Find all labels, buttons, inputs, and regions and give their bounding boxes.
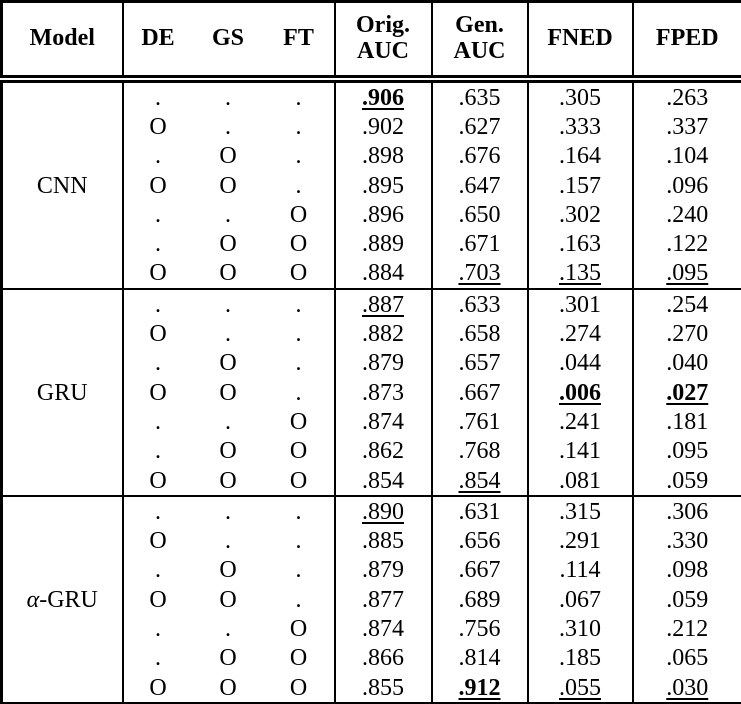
flag-cell-ft: . (264, 526, 335, 555)
value-cell-fned: .163 (528, 229, 633, 258)
value-cell-fped: .065 (666, 645, 709, 672)
flag-cell-de: O (149, 586, 167, 613)
flag-cell-gs: O (193, 673, 264, 704)
value-cell-fped: .122 (666, 231, 709, 258)
model-cell (2, 289, 123, 496)
flag-cell-de: . (155, 231, 161, 258)
value-cell-fped: .095 (666, 438, 709, 465)
value-cell-gen-auc: .658 (432, 319, 528, 348)
value-cell-orig-auc: .879 (335, 349, 432, 378)
value-cell-gen-auc: .689 (432, 585, 528, 614)
value-cell-fped: .212 (666, 615, 709, 642)
header-orig-auc (335, 2, 432, 80)
flag-cell-de: . (155, 291, 161, 318)
model-label: -GRU (39, 586, 98, 613)
value-cell-orig-auc: .862 (335, 437, 432, 466)
flag-cell-de: O (149, 379, 167, 406)
flag-cell-de: . (155, 498, 161, 525)
header-model: Model (2, 2, 123, 80)
value-cell-fped: .330 (666, 528, 709, 555)
value-cell-gen-auc: .667 (432, 378, 528, 407)
value-cell-gen-auc: .656 (432, 526, 528, 555)
flag-cell-gs: O (219, 350, 237, 377)
value-cell-orig-auc: .874 (335, 614, 432, 643)
flag-cell-ft: O (264, 644, 335, 673)
value-cell-fped: .104 (666, 143, 709, 170)
value-cell-fped: .181 (666, 408, 709, 435)
table-row (2, 496, 741, 526)
flag-cell-de: O (123, 466, 193, 496)
value-cell-fped: .240 (666, 201, 709, 228)
value-cell-fped: .270 (666, 321, 709, 348)
value-cell-gen-auc: .627 (432, 112, 528, 141)
flag-cell-ft: . (264, 349, 335, 378)
value-cell-fped: .040 (666, 350, 709, 377)
value-cell-orig-auc: .889 (335, 229, 432, 258)
value-cell-gen-auc: .761 (432, 407, 528, 436)
model-greek-prefix: α (26, 586, 40, 613)
value-cell-fned: .157 (528, 171, 633, 200)
flag-cell-de: O (123, 673, 193, 704)
flag-cell-ft: O (264, 614, 335, 643)
flag-cell-gs: O (219, 379, 237, 406)
flag-cell-gs: . (225, 615, 231, 642)
value-cell-fned: .141 (528, 437, 633, 466)
flag-cell-de: . (155, 143, 161, 170)
value-cell-gen-auc: .667 (432, 556, 528, 585)
value-cell-orig-auc: .874 (335, 407, 432, 436)
header-gen-auc (432, 2, 528, 80)
header-ft: FT (264, 2, 335, 80)
flag-cell-de: . (155, 408, 161, 435)
header-orig-auc-line2: AUC (357, 38, 409, 64)
value-cell-fped: .098 (666, 557, 709, 584)
flag-cell-ft: O (264, 229, 335, 258)
header-row (2, 2, 741, 80)
value-cell-orig-auc: .879 (335, 556, 432, 585)
flag-cell-de: O (149, 172, 167, 199)
value-cell-fned: .164 (528, 142, 633, 171)
header-fped: FPED (633, 2, 741, 80)
value-cell-gen-auc: .650 (432, 200, 528, 229)
model-cell (2, 496, 123, 704)
flag-cell-de: O (123, 259, 193, 289)
flag-cell-de: . (155, 557, 161, 584)
value-cell-fned: .044 (528, 349, 633, 378)
value-cell-fped: .096 (666, 172, 709, 199)
value-cell-fped: .337 (666, 113, 709, 140)
flag-cell-gs: O (193, 259, 264, 289)
flag-cell-gs: O (219, 172, 237, 199)
value-cell-gen-auc: .814 (432, 644, 528, 673)
flag-cell-gs: O (193, 466, 264, 496)
value-cell-fped: .059 (633, 466, 741, 496)
flag-cell-gs: O (219, 586, 237, 613)
flag-cell-de: . (155, 201, 161, 228)
flag-cell-ft: . (264, 319, 335, 348)
value-cell-fped: .306 (666, 498, 709, 525)
flag-cell-ft: . (264, 556, 335, 585)
value-cell-fned: .301 (528, 289, 633, 319)
value-cell-fned: .241 (528, 407, 633, 436)
flag-cell-gs: . (225, 201, 231, 228)
flag-cell-de: . (155, 84, 161, 111)
flag-cell-gs: O (219, 438, 237, 465)
flag-cell-gs: . (225, 408, 231, 435)
flag-cell-gs: . (225, 321, 231, 348)
flag-cell-ft: . (264, 79, 335, 112)
value-cell-fned: .310 (528, 614, 633, 643)
flag-cell-de: . (155, 350, 161, 377)
value-cell-gen-auc: .635 (432, 79, 528, 112)
flag-cell-ft: O (264, 466, 335, 496)
value-cell-fped: .095 (633, 259, 741, 289)
header-fned: FNED (528, 2, 633, 80)
flag-cell-ft: . (264, 142, 335, 171)
flag-cell-gs: . (225, 291, 231, 318)
value-cell-gen-auc: .756 (432, 614, 528, 643)
value-cell-fned: .305 (528, 79, 633, 112)
value-cell-orig-auc: .902 (335, 112, 432, 141)
value-cell-fned: .274 (528, 319, 633, 348)
flag-cell-ft: O (264, 200, 335, 229)
value-cell-orig-auc: .884 (335, 259, 432, 289)
value-cell-fped: .027 (666, 379, 709, 406)
value-cell-orig-auc: .855 (335, 673, 432, 704)
value-cell-fned: .185 (528, 644, 633, 673)
header-gs: GS (193, 2, 264, 80)
value-cell-gen-auc: .657 (432, 349, 528, 378)
value-cell-orig-auc: .854 (335, 466, 432, 496)
flag-cell-gs: . (225, 528, 231, 555)
model-label: CNN (36, 172, 88, 199)
flag-cell-ft: . (264, 378, 335, 407)
table-row (2, 289, 741, 319)
value-cell-orig-auc: .896 (335, 200, 432, 229)
value-cell-gen-auc: .647 (432, 171, 528, 200)
value-cell-orig-auc: .890 (335, 496, 432, 526)
value-cell-gen-auc: .633 (432, 289, 528, 319)
flag-cell-gs: . (225, 113, 231, 140)
value-cell-gen-auc: .671 (432, 229, 528, 258)
value-cell-gen-auc: .768 (432, 437, 528, 466)
value-cell-fned: .114 (528, 556, 633, 585)
flag-cell-de: . (155, 645, 161, 672)
value-cell-gen-auc: .912 (432, 673, 528, 704)
flag-cell-de: O (149, 113, 167, 140)
flag-cell-ft: . (264, 496, 335, 526)
flag-cell-gs: O (219, 231, 237, 258)
flag-cell-ft: O (264, 259, 335, 289)
table-row (2, 79, 741, 112)
model-label: GRU (36, 379, 88, 406)
flag-cell-de: O (149, 321, 167, 348)
value-cell-orig-auc: .877 (335, 585, 432, 614)
value-cell-fned: .315 (528, 496, 633, 526)
header-gen-auc-line1: Gen. (455, 12, 504, 39)
value-cell-fned: .067 (528, 585, 633, 614)
flag-cell-gs: O (219, 143, 237, 170)
flag-cell-gs: O (219, 645, 237, 672)
flag-cell-gs: . (225, 84, 231, 111)
flag-cell-gs: O (219, 557, 237, 584)
flag-cell-ft: . (264, 112, 335, 141)
table-header (2, 2, 741, 80)
value-cell-gen-auc: .631 (432, 496, 528, 526)
value-cell-fped: .263 (666, 84, 709, 111)
value-cell-orig-auc: .906 (335, 79, 432, 112)
value-cell-orig-auc: .895 (335, 171, 432, 200)
header-gen-auc-line2: AUC (453, 38, 506, 64)
header-orig-auc-line1: Orig. (356, 12, 410, 39)
flag-cell-ft: . (264, 585, 335, 614)
value-cell-orig-auc: .887 (335, 289, 432, 319)
flag-cell-ft: O (264, 437, 335, 466)
value-cell-fned: .302 (528, 200, 633, 229)
value-cell-gen-auc: .676 (432, 142, 528, 171)
value-cell-gen-auc: .703 (432, 259, 528, 289)
value-cell-orig-auc: .866 (335, 644, 432, 673)
flag-cell-ft: O (264, 673, 335, 704)
value-cell-fped: .254 (666, 291, 709, 318)
table-body (2, 79, 741, 704)
value-cell-fped: .030 (633, 673, 741, 704)
value-cell-fned: .055 (528, 673, 633, 704)
value-cell-orig-auc: .882 (335, 319, 432, 348)
value-cell-fned: .135 (528, 259, 633, 289)
flag-cell-gs: . (225, 498, 231, 525)
value-cell-gen-auc: .854 (432, 466, 528, 496)
header-de: DE (123, 2, 193, 80)
flag-cell-ft: O (264, 407, 335, 436)
value-cell-fned: .291 (528, 526, 633, 555)
model-cell (2, 79, 123, 289)
flag-cell-ft: . (264, 289, 335, 319)
flag-cell-de: . (155, 438, 161, 465)
flag-cell-de: O (149, 528, 167, 555)
value-cell-orig-auc: .885 (335, 526, 432, 555)
flag-cell-de: . (155, 615, 161, 642)
value-cell-fned: .081 (528, 466, 633, 496)
flag-cell-ft: . (264, 171, 335, 200)
value-cell-fned: .006 (528, 378, 633, 407)
value-cell-orig-auc: .873 (335, 378, 432, 407)
value-cell-orig-auc: .898 (335, 142, 432, 171)
value-cell-fped: .059 (666, 586, 709, 613)
value-cell-fned: .333 (528, 112, 633, 141)
